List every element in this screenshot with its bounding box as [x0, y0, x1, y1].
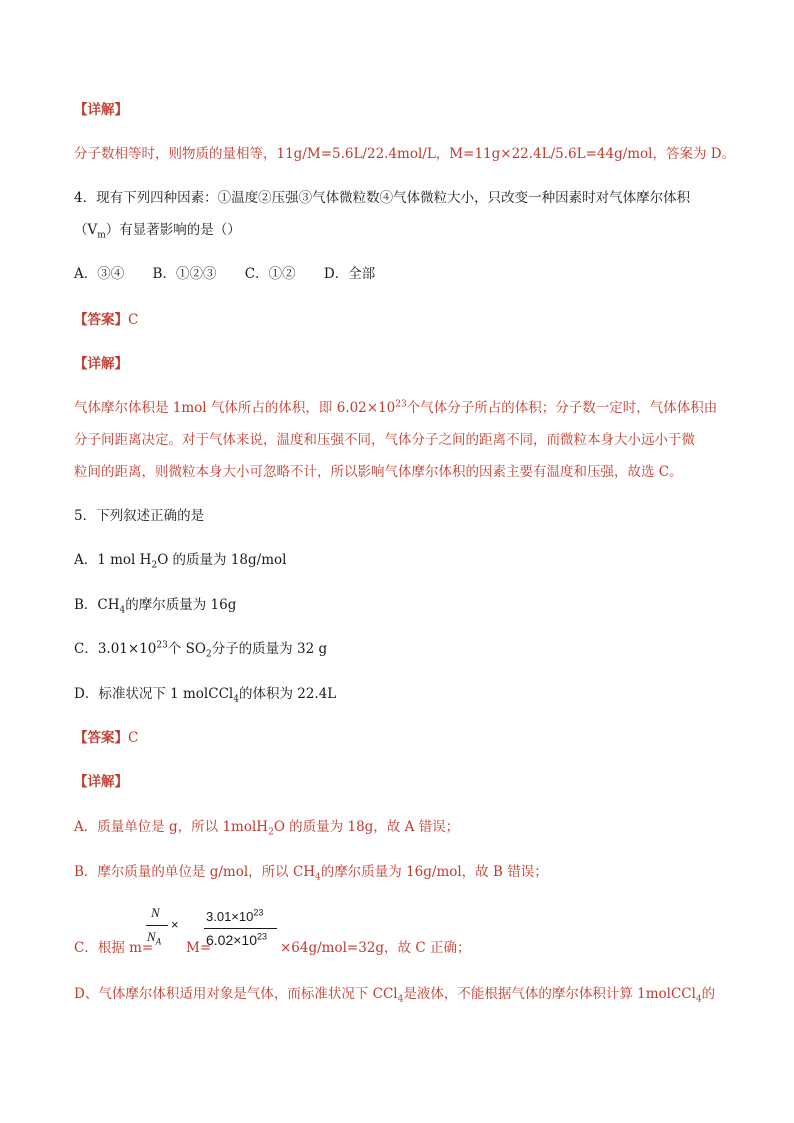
question-4-answer [74, 310, 138, 330]
text: D．标准状况下 1 molCCl [74, 686, 234, 702]
option-b: B．①②③ [152, 266, 217, 282]
text: O 的质量为 18g/mol [157, 552, 287, 568]
question-5-answer [74, 728, 138, 748]
stem-sub: m [97, 230, 106, 241]
text: 的 [701, 986, 716, 1002]
detail-c-prefix: C．根据 m= [74, 940, 154, 956]
times-sign: × [171, 917, 179, 932]
num-sup: 23 [253, 907, 264, 918]
question-5-detail-a [74, 817, 459, 837]
text: 气体摩尔体积是 1mol 气体所占的体积，即 6.02×10 [74, 400, 396, 416]
sub: 2 [151, 560, 158, 571]
question-4-detail-line1 [74, 398, 717, 418]
text: 的摩尔质量为 16g/mol，故 B 错误； [320, 864, 548, 880]
sub: 4 [695, 994, 702, 1005]
detail-text: 分子数相等时，则物质的量相等，11g/M=5.6L/22.4mol/L，M=11g×22.4L/5.6L=44g/mol，答案为 D。 [74, 146, 736, 162]
option-c: C．①② [244, 266, 296, 282]
question-4-detail-line2: 分子间距离决定。对于气体来说，温度和压强不同，气体分子之间的距离不同，而微粒本身大小远小于微 [74, 432, 695, 448]
mass-m: M= [186, 940, 212, 956]
sub: 4 [315, 872, 321, 883]
question-5-detail-b [74, 862, 548, 882]
fraction2-denominator [206, 932, 267, 948]
den-sub: A [155, 936, 162, 947]
question-4-stem-cont [74, 220, 241, 240]
text: 分子的质量为 32 g [211, 641, 328, 657]
question-5-detail-heading: 【详解】 [74, 774, 128, 790]
text: A．1 mol H [74, 552, 152, 568]
fraction1-numerator: N [151, 905, 160, 920]
question-5-stem: 5．下列叙述正确的是 [74, 508, 205, 524]
sub: 2 [268, 827, 274, 838]
text: B．摩尔质量的单位是 g/mol，所以 CH [74, 864, 316, 880]
sup: 23 [156, 640, 168, 651]
question-4-detail-heading: 【详解】 [74, 356, 128, 372]
text: D、气体摩尔体积适用对象是气体，而标准状况下 CCl [74, 986, 398, 1002]
question-5-option-a [74, 550, 286, 570]
text: 个 SO [167, 641, 206, 657]
stem-part: （V [74, 222, 98, 238]
question-4-stem: 4．现有下列四种因素：①温度②压强③气体微粒数④气体微粒大小，只改变一种因素时对气体摩尔体积 [74, 190, 691, 206]
question-5-option-d [74, 684, 336, 704]
question-5-detail-d [74, 984, 715, 1004]
detail-heading: 【详解】 [74, 102, 128, 118]
fraction2-numerator [206, 909, 263, 924]
text: 的摩尔质量为 16g [125, 597, 237, 613]
question-4-detail-line3: 粒间的距离，则微粒本身大小可忽略不计，所以影响气体摩尔体积的因素主要有温度和压强，故选 C。 [74, 464, 683, 480]
question-5-option-c [74, 639, 327, 659]
den: N [147, 929, 156, 944]
fraction1-bar [146, 925, 168, 926]
text: O 的质量为 18g，故 A 错误； [273, 819, 460, 835]
fraction1-denominator [147, 929, 161, 945]
answer-tag: 【答案】 [74, 312, 128, 328]
sub: 4 [397, 994, 404, 1005]
option-d: D．全部 [323, 266, 376, 282]
detail-c-suffix: ×64g/mol=32g，故 C 正确； [280, 940, 471, 956]
text: 是液体，不能根据气体的摩尔体积计算 1molCCl [403, 986, 696, 1002]
stem-part: ）有显著影响的是（） [105, 222, 241, 238]
den-sup: 23 [257, 931, 268, 942]
num: 3.01×10 [206, 909, 254, 924]
option-a: A．③④ [74, 266, 125, 282]
sub: 4 [233, 694, 239, 705]
text: A．质量单位是 g，所以 1molH [74, 819, 269, 835]
den: 6.02×10 [206, 932, 257, 948]
text: 的体积为 22.4L [238, 686, 337, 702]
sub: 4 [119, 605, 126, 616]
sub: 2 [205, 649, 212, 660]
sup: 23 [395, 399, 407, 410]
question-5-option-b [74, 595, 236, 615]
text: B．CH [74, 597, 120, 613]
answer-value: C [128, 730, 139, 746]
fraction2-bar [204, 928, 277, 929]
text: 个气体分子所占的体积；分子数一定时，气体体积由 [406, 400, 718, 416]
text: C．3.01×10 [74, 641, 157, 657]
question-4-options [74, 264, 399, 284]
answer-tag: 【答案】 [74, 730, 128, 746]
answer-value: C [128, 312, 139, 328]
